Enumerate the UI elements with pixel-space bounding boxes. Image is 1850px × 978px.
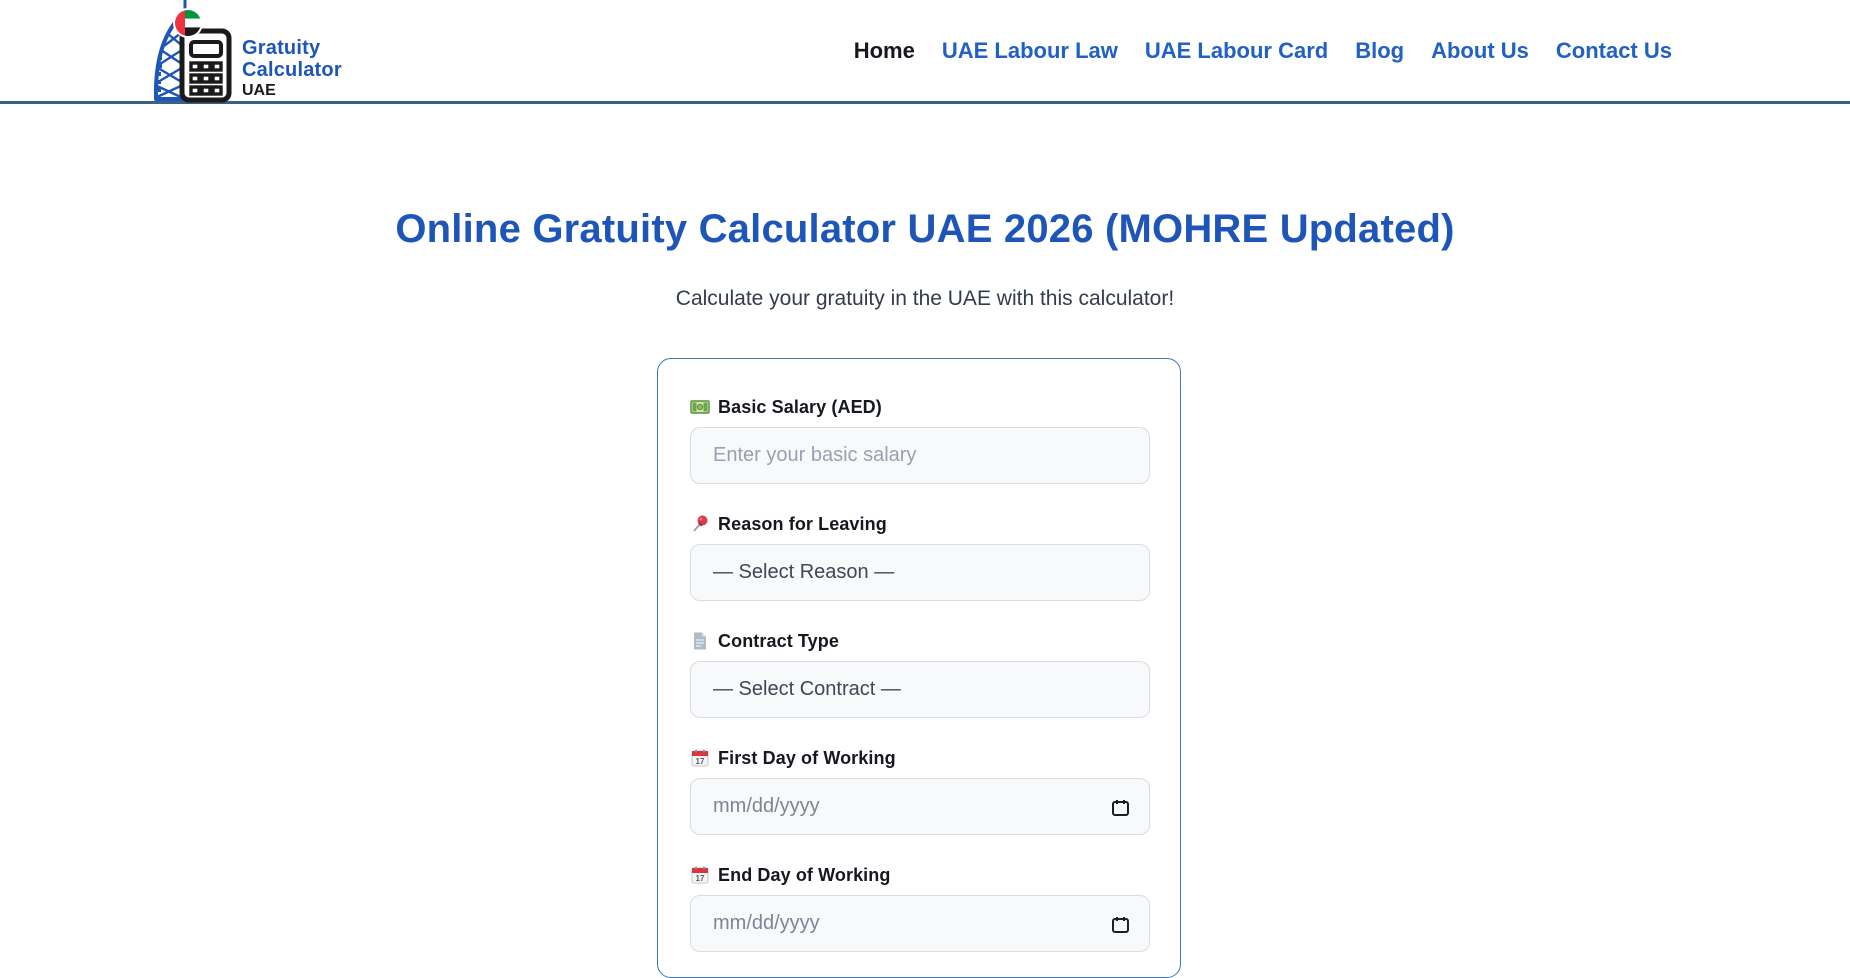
contract-type-field	[690, 630, 1148, 718]
date-picker-icon[interactable]	[1111, 915, 1130, 934]
page-title: Online Gratuity Calculator UAE 2026 (MOHRE Updated)	[395, 207, 1455, 251]
nav-item-home[interactable]: Home	[853, 37, 915, 63]
first-day-label: 17 First Day of Working	[690, 747, 1148, 769]
end-day-date-input[interactable]	[690, 895, 1150, 952]
main-nav	[854, 0, 1672, 101]
logo-text-line1: Gratuity	[242, 36, 321, 59]
basic-salary-field	[690, 396, 1148, 484]
logo-text-line3: UAE	[242, 81, 276, 99]
page-subtitle: Calculate your gratuity in the UAE with this calculator!	[675, 287, 1175, 310]
date-placeholder: mm/dd/yyyy	[713, 795, 820, 817]
svg-text:17: 17	[695, 757, 705, 766]
end-day-label: 17 End Day of Working	[690, 864, 1148, 886]
reason-for-leaving-label: Reason for Leaving	[690, 513, 1148, 535]
basic-salary-input[interactable]	[690, 427, 1150, 484]
site-logo[interactable]	[148, 0, 342, 104]
logo-text-line2: Calculator	[242, 59, 342, 82]
pushpin-icon	[690, 514, 710, 534]
calendar-icon	[690, 748, 710, 768]
page-icon	[690, 631, 710, 651]
contract-type-label: Contract Type	[690, 630, 1148, 652]
calendar-icon	[690, 865, 710, 885]
first-day-field	[690, 747, 1148, 835]
date-placeholder: mm/dd/yyyy	[713, 912, 820, 934]
reason-for-leaving-field	[690, 513, 1148, 601]
reason-for-leaving-select[interactable]: — Select Reason —	[690, 544, 1150, 601]
nav-item-about-us[interactable]: About Us	[1431, 37, 1529, 63]
date-picker-icon[interactable]	[1111, 798, 1130, 817]
logo-burj-calculator-icon	[148, 0, 236, 104]
nav-item-contact-us[interactable]: Contact Us	[1555, 37, 1672, 63]
logo-wordmark	[242, 37, 342, 104]
end-day-field	[690, 864, 1148, 952]
site-header	[0, 0, 1850, 104]
nav-item-uae-labour-card[interactable]: UAE Labour Card	[1144, 37, 1329, 63]
contract-type-select[interactable]: — Select Contract —	[690, 661, 1150, 718]
basic-salary-label: Basic Salary (AED)	[690, 396, 1148, 418]
gratuity-calculator-card	[657, 358, 1181, 978]
nav-item-uae-labour-law[interactable]: UAE Labour Law	[941, 37, 1118, 63]
first-day-date-input[interactable]	[690, 778, 1150, 835]
svg-text:17: 17	[695, 874, 705, 883]
nav-item-blog[interactable]: Blog	[1355, 37, 1405, 63]
banknote-icon	[690, 397, 710, 417]
